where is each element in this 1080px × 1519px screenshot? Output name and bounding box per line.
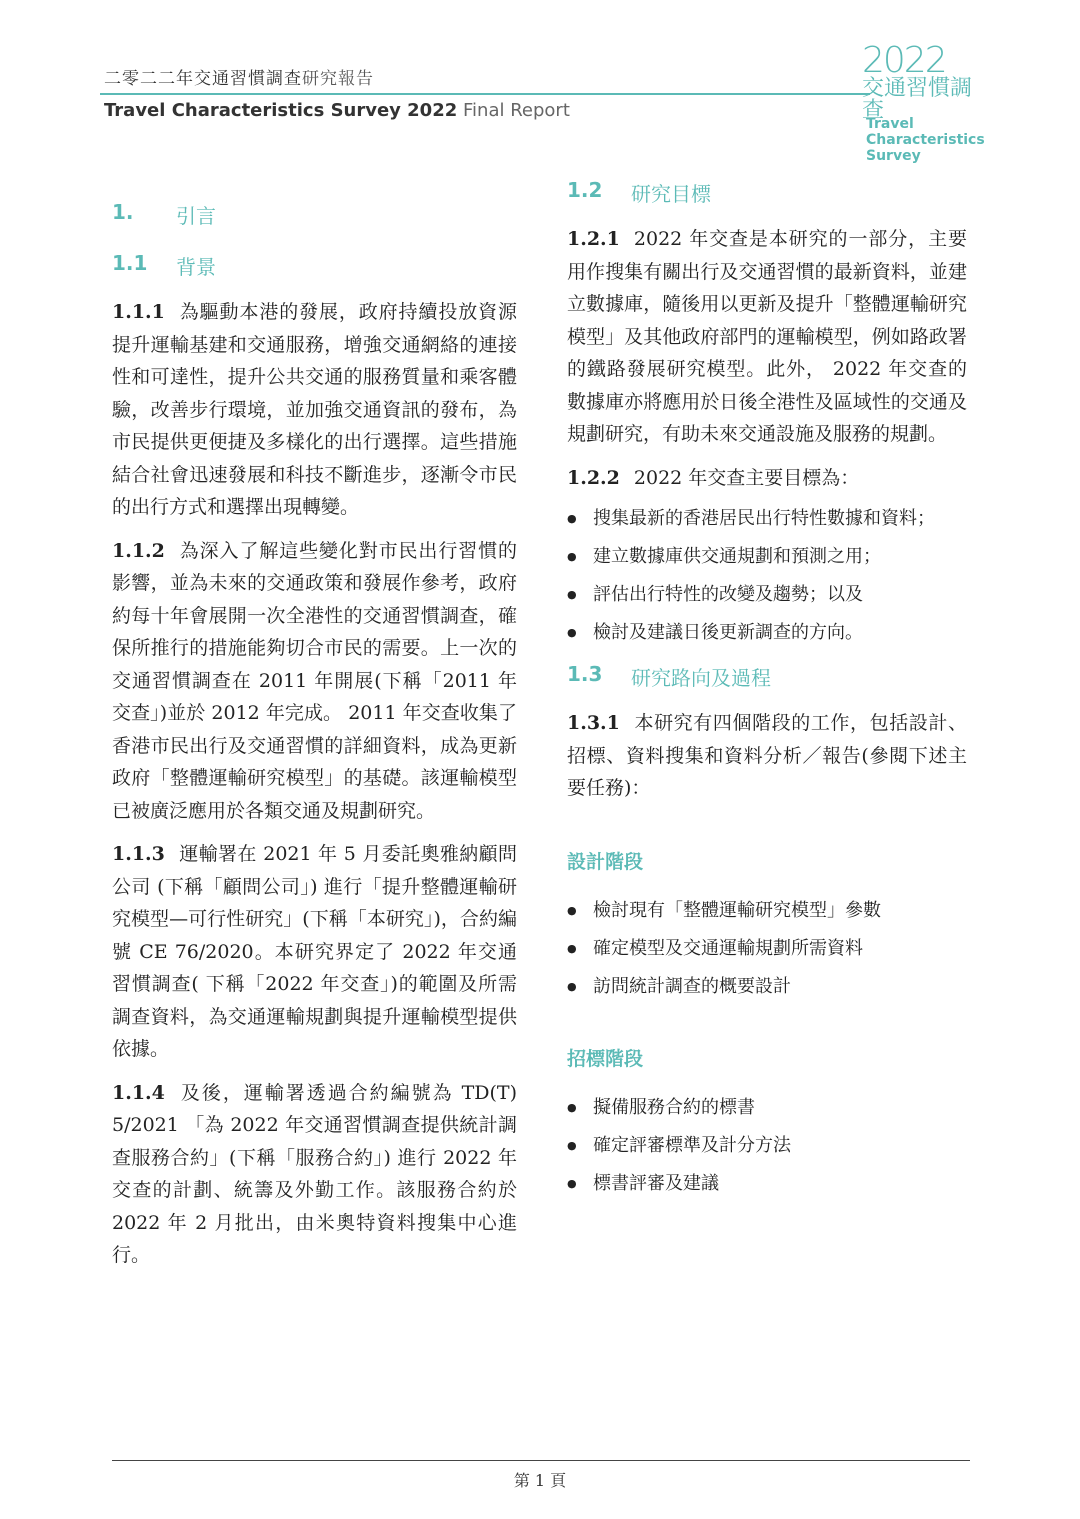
header-title-cn-main: 二零二二年交通習慣調查 bbox=[104, 69, 302, 89]
section-title: 背景 bbox=[176, 255, 216, 279]
survey-logo bbox=[856, 40, 984, 164]
design-stage-heading: 設計階段 bbox=[567, 850, 644, 873]
paragraph-number: 1.1.2 bbox=[112, 539, 165, 562]
list-item: ● 檢討及建議日後更新調查的方向。 bbox=[567, 614, 987, 652]
paragraph-1-2-2 bbox=[567, 462, 987, 495]
list-item: ● 確定模型及交通運輸規劃所需資料 bbox=[567, 930, 987, 968]
paragraph-text: 運輸署在 2021 年 5 月委託奧雅納顧問公司 (下稱「顧問公司」) 進行「提升整體運輸研究模型—可行性研究」(下稱「本研究」)，合約編號 CE 76/2020。本研究界定了 2022 年交通習慣調查( 下稱「2022 年交查」)的範圍及所需調查資料，為交通運輸規劃與提升運輸模型提供依據。 bbox=[112, 843, 517, 1060]
paragraph-number: 1.2.2 bbox=[567, 466, 620, 489]
paragraph-text: 及後，運輸署透過合約編號為 TD(T) 5/2021 「為 2022 年交通習慣調查提供統計調查服務合約」(下稱「服務合約」) 進行 2022 年交查的計劃、統籌及外勤工作。該服務合約於 2022 年 2 月批出，由米奧特資料搜集中心進行。 bbox=[112, 1081, 517, 1266]
section-number: 1.2 bbox=[567, 178, 603, 202]
paragraph-number: 1.1.3 bbox=[112, 843, 165, 865]
paragraph-1-1-3 bbox=[112, 838, 517, 1066]
section-1-heading bbox=[112, 200, 517, 229]
section-title: 引言 bbox=[176, 204, 216, 228]
design-stage-list bbox=[567, 892, 987, 1006]
section-number: 1.1 bbox=[112, 251, 148, 275]
footer-divider bbox=[112, 1460, 970, 1461]
paragraph-number: 1.3.1 bbox=[567, 712, 620, 734]
page-number: 第 1 頁 bbox=[513, 1471, 567, 1490]
section-1-3-heading bbox=[567, 662, 987, 691]
objectives-list bbox=[567, 500, 987, 652]
logo-year: 2022 bbox=[862, 40, 946, 81]
logo-cjk: 交通習慣調查 bbox=[862, 76, 973, 123]
list-item: ● 擬備服務合約的標書 bbox=[567, 1089, 987, 1127]
header-title-cn-sub: 研究報告 bbox=[302, 69, 374, 89]
paragraph-1-3-1 bbox=[567, 707, 967, 805]
list-item: ● 確定評審標準及計分方法 bbox=[567, 1127, 987, 1165]
header-title-en-main: Travel Characteristics Survey 2022 bbox=[104, 100, 458, 121]
logo-line3: Survey bbox=[866, 148, 921, 164]
paragraph-text: 本研究有四個階段的工作，包括設計、招標、資料搜集和資料分析／報告(參閱下述主要任務)： bbox=[567, 712, 967, 799]
tender-stage-heading: 招標階段 bbox=[567, 1047, 644, 1070]
paragraph-1-1-2 bbox=[112, 535, 517, 828]
paragraph-number: 1.2.1 bbox=[567, 228, 620, 250]
section-number: 1. bbox=[112, 200, 134, 224]
paragraph-text: 2022 年交查是本研究的一部分，主要用作搜集有關出行及交通習慣的最新資料，並建立數據庫，隨後用以更新及提升「整體運輸研究模型」及其他政府部門的運輸模型，例如路政署的鐵路發展研究模型。此外， 2022 年交查的數據庫亦將應用於日後全港性及區域性的交通及規劃研究，有助未來交通設施及服務的規劃。 bbox=[567, 228, 967, 445]
paragraph-text: 為驅動本港的發展，政府持續投放資源提升運輸基建和交通服務，增強交通網絡的連接性和可達性，提升公共交通的服務質量和乘客體驗，改善步行環境，並加強交通資訊的發布，為市民提供更便捷及多樣化的出行選擇。這些措施結合社會迅速發展和科技不斷進步，逐漸令市民的出行方式和選擇出現轉變。 bbox=[112, 301, 517, 518]
right-column bbox=[567, 178, 987, 1203]
header-title-en-sub: Final Report bbox=[463, 100, 570, 121]
header-title-en bbox=[104, 100, 570, 121]
list-item: ● 搜集最新的香港居民出行特性數據和資料； bbox=[567, 500, 987, 538]
list-item: ● 檢討現有「整體運輸研究模型」參數 bbox=[567, 892, 987, 930]
section-1-1-heading bbox=[112, 251, 517, 280]
section-title: 研究目標 bbox=[631, 182, 711, 206]
list-item: ● 訪問統計調查的概要設計 bbox=[567, 968, 987, 1006]
paragraph-text: 為深入了解這些變化對市民出行習慣的影響，並為未來的交通政策和發展作參考，政府約每十年會展開一次全港性的交通習慣調查，確保所推行的措施能夠切合市民的需要。上一次的交通習慣調查在 2011 年開展(下稱「2011 年交查」)並於 2012 年完成。 2011 年交查收集了香港市民出行及交通習慣的詳細資料，成為更新政府「整體運輸研究模型」的基礎。該運輸模型已被廣泛應用於各類交通及規劃研究。 bbox=[112, 539, 517, 822]
paragraph-1-1-1 bbox=[112, 296, 517, 524]
section-title: 研究路向及過程 bbox=[631, 666, 771, 690]
logo-en bbox=[866, 116, 985, 164]
left-column bbox=[112, 200, 517, 1272]
header-divider bbox=[100, 93, 870, 95]
logo-line2: Characteristics bbox=[866, 132, 985, 148]
paragraph-number: 1.1.4 bbox=[112, 1081, 165, 1104]
list-item: ● 標書評審及建議 bbox=[567, 1165, 987, 1203]
paragraph-1-2-1 bbox=[567, 223, 967, 451]
list-item: ● 評估出行特性的改變及趨勢；以及 bbox=[567, 576, 987, 614]
section-number: 1.3 bbox=[567, 662, 603, 686]
section-1-2-heading bbox=[567, 178, 987, 207]
paragraph-text: 2022 年交查主要目標為： bbox=[633, 466, 860, 489]
list-item: ● 建立數據庫供交通規劃和預測之用； bbox=[567, 538, 987, 576]
tender-stage-list bbox=[567, 1089, 987, 1203]
logo-line1: Travel bbox=[866, 116, 914, 132]
header-title-cn bbox=[104, 64, 374, 89]
paragraph-1-1-4 bbox=[112, 1077, 517, 1272]
paragraph-number: 1.1.1 bbox=[112, 301, 165, 323]
